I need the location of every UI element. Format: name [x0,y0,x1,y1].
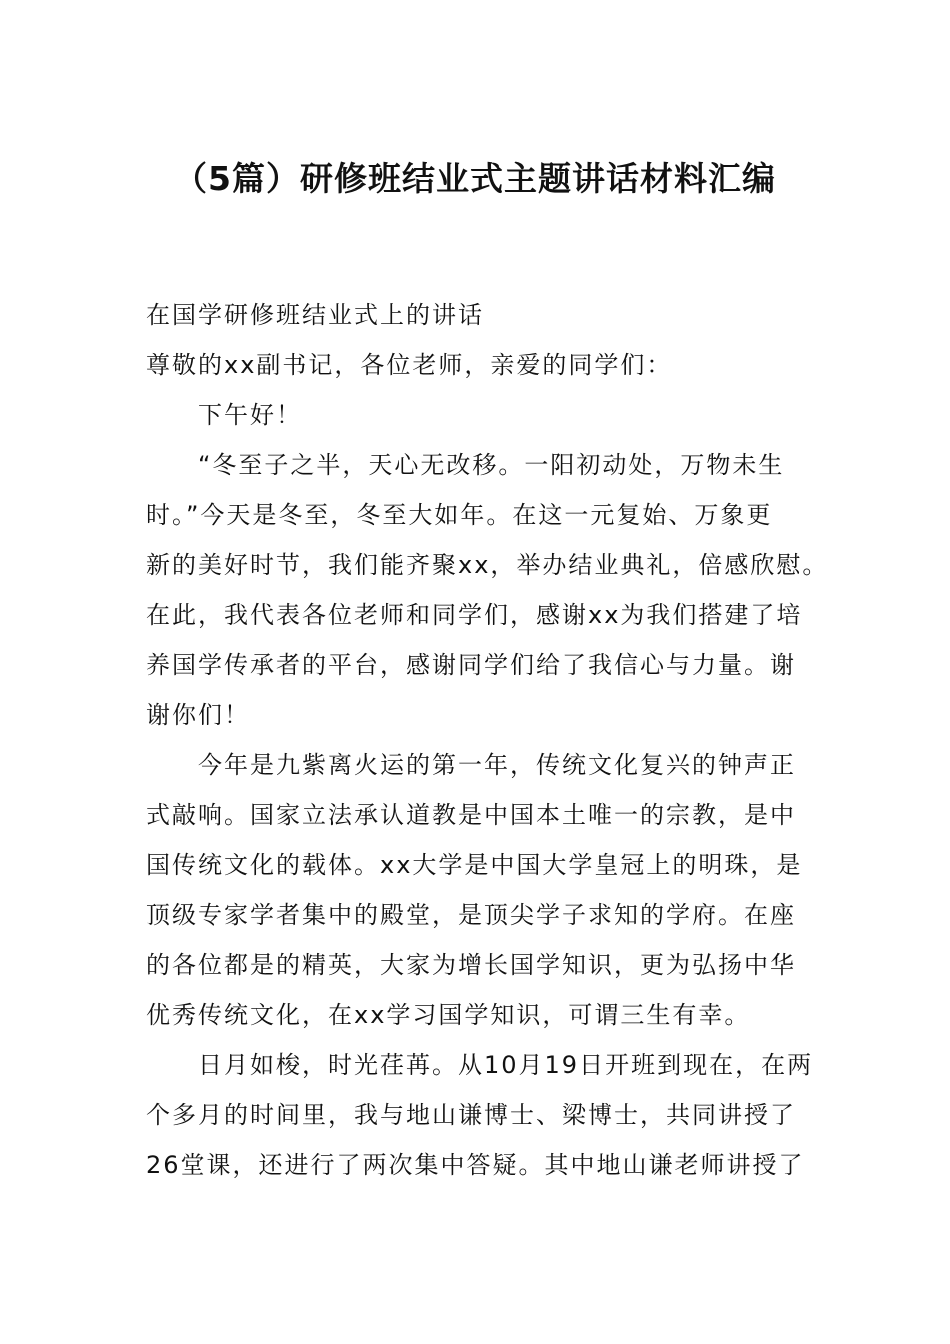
paragraph-line: 在此，我代表各位老师和同学们，感谢xx为我们搭建了培 [146,601,803,629]
greeting-line: 下午好！ [198,401,302,429]
paragraph-line: 式敲响。国家立法承认道教是中国本土唯一的宗教，是中 [146,801,796,829]
paragraph-line: 今年是九紫离火运的第一年，传统文化复兴的钟声正 [198,751,796,779]
paragraph-line: 日月如梭，时光荏苒。从10月19日开班到现在，在两 [198,1051,814,1079]
paragraph-line: 26堂课，还进行了两次集中答疑。其中地山谦老师讲授了 [146,1151,805,1179]
paragraph-line: 新的美好时节，我们能齐聚xx，举办结业典礼，倍感欣慰。 [146,551,829,579]
paragraph-line: 国传统文化的载体。xx大学是中国大学皇冠上的明珠，是 [146,851,803,879]
document-title: （5篇）研修班结业式主题讲话材料汇编 [174,159,776,198]
paragraph-line: 的各位都是的精英，大家为增长国学知识，更为弘扬中华 [146,951,796,979]
paragraph-line: 谢你们！ [146,701,250,729]
salutation-line: 尊敬的xx副书记，各位老师，亲爱的同学们： [146,351,673,379]
paragraph-line: 时。”今天是冬至，冬至大如年。在这一元复始、万象更 [146,501,773,529]
document-body [146,290,829,1190]
paragraph-line: “冬至子之半，天心无改移。一阳初动处，万物未生 [198,451,785,479]
speech-heading: 在国学研修班结业式上的讲话 [146,301,484,329]
paragraph-line: 优秀传统文化，在xx学习国学知识，可谓三生有幸。 [146,1001,751,1029]
paragraph-line: 顶级专家学者集中的殿堂，是顶尖学子求知的学府。在座 [146,901,796,929]
paragraph-line: 养国学传承者的平台，感谢同学们给了我信心与力量。谢 [146,651,796,679]
paragraph-line: 个多月的时间里，我与地山谦博士、梁博士，共同讲授了 [146,1101,796,1129]
